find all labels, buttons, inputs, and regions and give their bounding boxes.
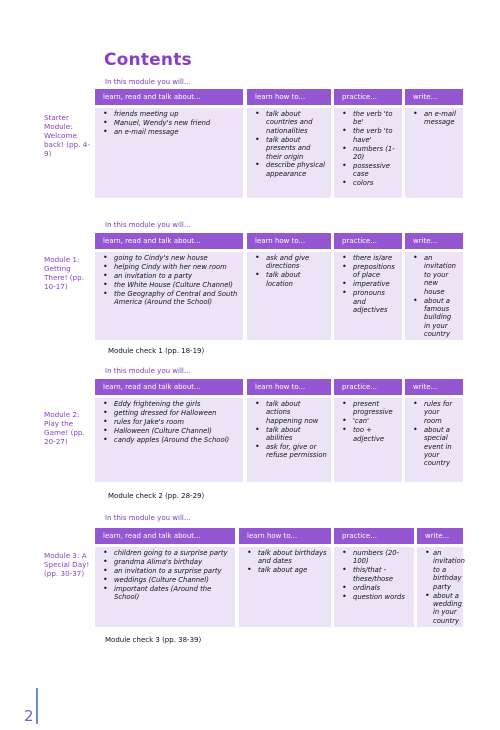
list-item: • the Geography of Central and South America (Around the School) xyxy=(99,290,239,307)
list-item: • ordinals xyxy=(338,584,410,592)
list-item: • ask for, give or refuse permission xyxy=(251,443,327,460)
write-column xyxy=(405,398,463,482)
module-intro: In this module you will... xyxy=(105,367,191,375)
list-item: • Eddy frightening the girls xyxy=(99,400,239,408)
header-learn-read: learn, read and talk about... xyxy=(95,528,235,544)
page-title: Contents xyxy=(104,50,192,70)
list-item: • talk about presents and their origin xyxy=(251,136,327,161)
write-column xyxy=(417,547,463,627)
module-check: Module check 3 (pp. 38-39) xyxy=(105,636,202,644)
list-item: • talk about abilities xyxy=(251,426,327,443)
list-item: • getting dressed for Halloween xyxy=(99,409,239,417)
list-item: • grandma Alima's birthday xyxy=(99,558,231,566)
list-item: • talk about birthdays and dates xyxy=(243,549,327,566)
learn-how-column xyxy=(247,108,331,198)
header-learn-read: learn, read and talk about... xyxy=(95,89,243,105)
header-write: write... xyxy=(405,379,463,395)
header-practice: practice... xyxy=(334,379,402,395)
list-item: • 'can' xyxy=(338,417,398,425)
module-label: Module 1: Getting There! (pp. 10-17) xyxy=(44,255,84,291)
learn-read-column xyxy=(95,398,243,482)
learn-how-column xyxy=(239,547,331,627)
list-item: • the verb 'to be' xyxy=(338,110,398,127)
page-number-bar xyxy=(36,688,38,724)
header-practice: practice... xyxy=(334,528,414,544)
list-item: • important dates (Around the School) xyxy=(99,585,231,602)
module-intro: In this module you will... xyxy=(105,221,191,229)
list-item: • rules for Jake's room xyxy=(99,418,239,426)
module-intro: In this module you will... xyxy=(105,78,191,86)
list-item: • imperative xyxy=(338,280,398,288)
list-item: • talk about location xyxy=(251,271,327,288)
module-check: Module check 1 (pp. 18-19) xyxy=(108,347,205,355)
list-item: • friends meeting up xyxy=(99,110,239,118)
module-intro: In this module you will... xyxy=(105,514,191,522)
list-item: • an invitation to a surprise party xyxy=(99,567,231,575)
practice-column xyxy=(334,252,402,340)
list-item: • talk about countries and nationalities xyxy=(251,110,327,135)
learn-read-column xyxy=(95,252,243,340)
list-item: • an e-mail message xyxy=(99,128,239,136)
header-learn-how: learn how to... xyxy=(247,89,331,105)
list-item: • question words xyxy=(338,593,410,601)
list-item: • colors xyxy=(338,179,398,187)
module-label: Module 3: A Special Day! (pp. 30-37) xyxy=(44,551,90,578)
list-item: • about a wedding in your country xyxy=(421,592,462,626)
header-write: write... xyxy=(405,233,463,249)
practice-column xyxy=(334,547,414,627)
header-learn-how: learn how to... xyxy=(239,528,331,544)
list-item: • pronouns and adjectives xyxy=(338,289,398,314)
list-item: • ask and give directions xyxy=(251,254,327,271)
list-item: • talk about age xyxy=(243,566,327,574)
practice-column xyxy=(334,108,402,198)
header-write: write... xyxy=(417,528,463,544)
list-item: • the White House (Culture Channel) xyxy=(99,281,239,289)
write-column xyxy=(405,108,463,198)
module-check: Module check 2 (pp. 28-29) xyxy=(108,492,205,500)
learn-read-column xyxy=(95,108,243,198)
list-item: • too + adjective xyxy=(338,426,398,443)
header-learn-how: learn how to... xyxy=(247,233,331,249)
header-learn-read: learn, read and talk about... xyxy=(95,379,243,395)
write-column xyxy=(405,252,463,340)
module-label: Module 2: Play the Game! (pp. 20-27) xyxy=(44,410,85,446)
list-item: • about a special event in your country xyxy=(409,426,459,468)
list-item: • this/that - these/those xyxy=(338,566,410,583)
list-item: • about a famous building in your country xyxy=(409,297,459,339)
list-item: • Manuel, Wendy's new friend xyxy=(99,119,239,127)
list-item: • Halloween (Culture Channel) xyxy=(99,427,239,435)
learn-read-column xyxy=(95,547,235,627)
list-item: • children going to a surprise party xyxy=(99,549,231,557)
list-item: • an invitation to a birthday party xyxy=(421,549,462,591)
learn-how-column xyxy=(247,252,331,340)
list-item: • rules for your room xyxy=(409,400,459,425)
module-label: Starter Module: Welcome back! (pp. 4-9) xyxy=(44,113,90,158)
list-item: • numbers (1-20) xyxy=(338,145,398,162)
list-item: • going to Cindy's new house xyxy=(99,254,239,262)
list-item: • helping Cindy with her new room xyxy=(99,263,239,271)
list-item: • possessive case xyxy=(338,162,398,179)
header-practice: practice... xyxy=(334,233,402,249)
list-item: • an invitation to a party xyxy=(99,272,239,280)
list-item: • an invitation to your new house xyxy=(409,254,459,296)
list-item: • numbers (20-100) xyxy=(338,549,410,566)
header-practice: practice... xyxy=(334,89,402,105)
list-item: • the verb 'to have' xyxy=(338,127,398,144)
page-number: 2 xyxy=(24,707,34,725)
list-item: • there is/are xyxy=(338,254,398,262)
learn-how-column xyxy=(247,398,331,482)
list-item: • describe physical appearance xyxy=(251,161,327,178)
list-item: • prepositions of place xyxy=(338,263,398,280)
list-item: • talk about actions happening now xyxy=(251,400,327,425)
list-item: • an e-mail message xyxy=(409,110,459,127)
header-learn-how: learn how to... xyxy=(247,379,331,395)
list-item: • candy apples (Around the School) xyxy=(99,436,239,444)
practice-column xyxy=(334,398,402,482)
list-item: • weddings (Culture Channel) xyxy=(99,576,231,584)
list-item: • present progressive xyxy=(338,400,398,417)
header-write: write... xyxy=(405,89,463,105)
header-learn-read: learn, read and talk about... xyxy=(95,233,243,249)
